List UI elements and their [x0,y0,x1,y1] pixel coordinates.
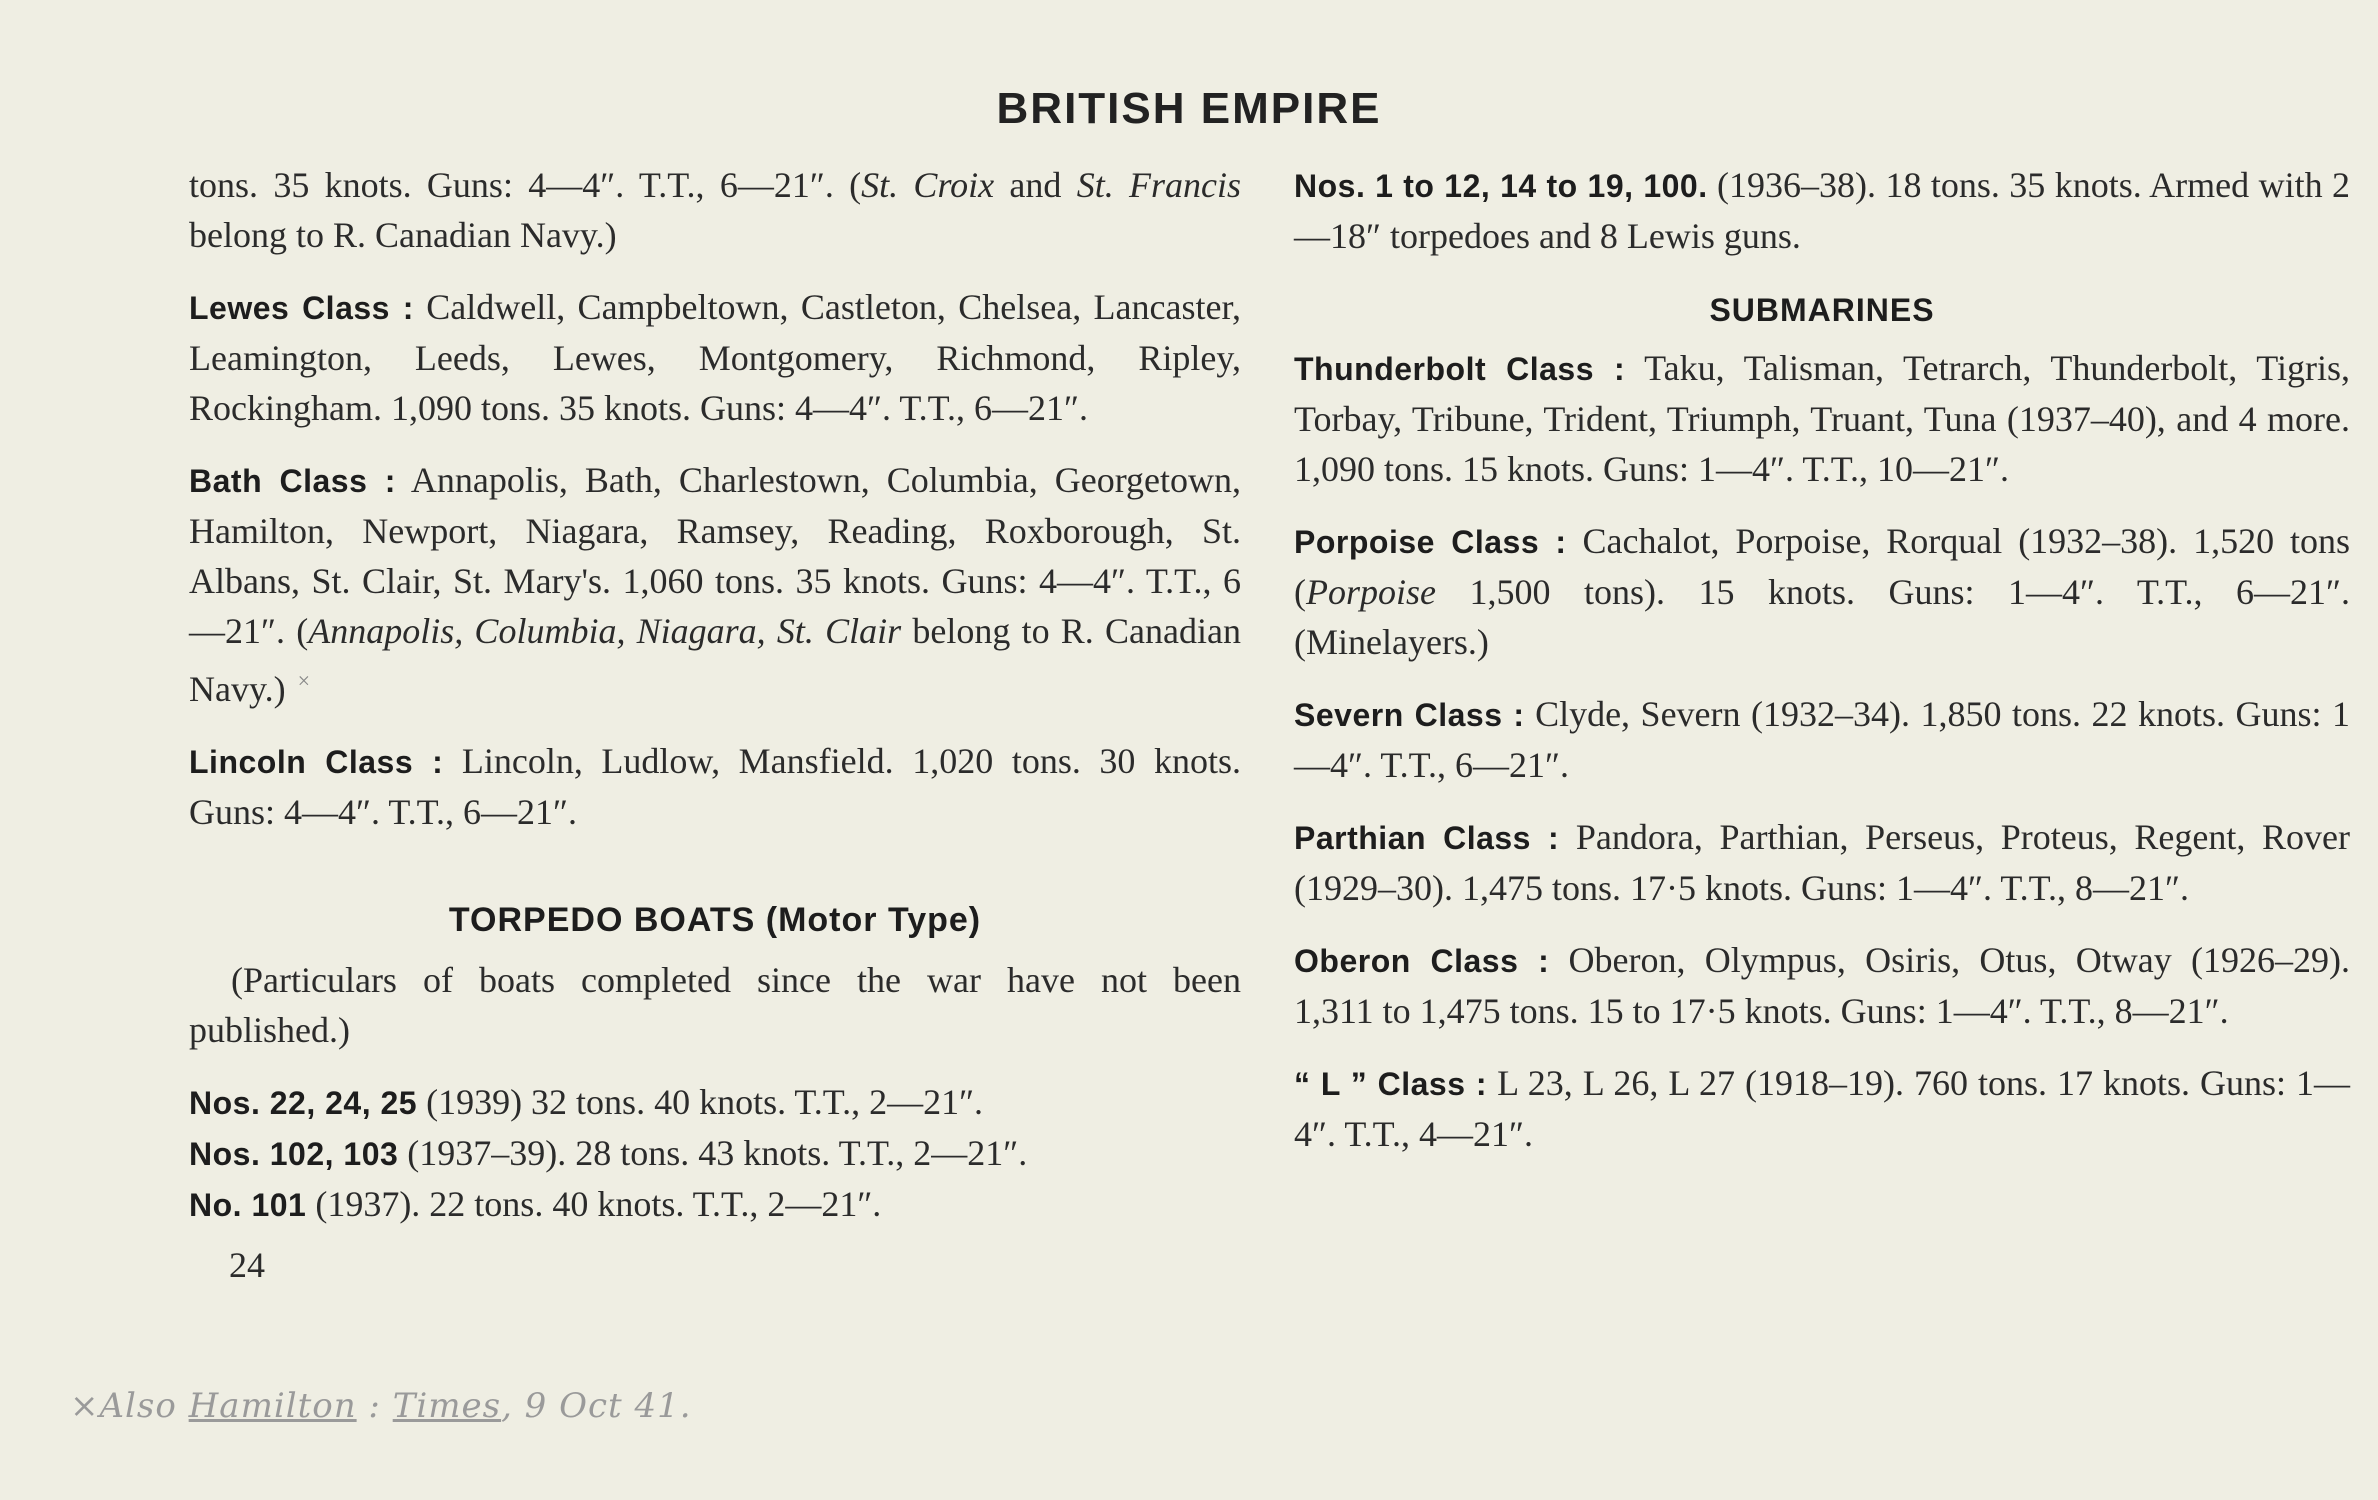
oberon-class-label: Oberon Class : [1294,943,1550,979]
motor-boats-label: Nos. 1 to 12, 14 to 19, 100. [1294,168,1708,204]
boat-entry: Nos. 22, 24, 25 (1939) 32 tons. 40 knots. T.T., 2—21″. [189,1082,984,1122]
thunderbolt-class-entry: Thunderbolt Class : Taku, Talisman, Tetrarch, Thunderbolt, Tigris, Torbay, Tribune, Trident, Triumph, Truant, Tuna (1937–40), and 4 more. 1,090 tons. 15 knots. Guns: 1—4″. T.T., 10—21″. [1294,348,2350,489]
lewes-class-entry: Lewes Class : Caldwell, Campbeltown, Castleton, Chelsea, Lancaster, Leamington, Leeds, Lewes, Montgomery, Richmond, Ripley, Rockingham. 1,090 tons. 35 knots. Guns: 4—4″. T.T., 6—21″. [189,287,1242,428]
severn-class-label: Severn Class : [1294,697,1525,733]
l-class-entry: “ L ” Class : L 23, L 26, L 27 (1918–19). 760 tons. 17 knots. Guns: 1—4″. T.T., 4—21″. [1294,1063,2351,1154]
thunderbolt-class-label: Thunderbolt Class : [1294,351,1626,387]
lewes-continuation-paragraph: tons. 35 knots. Guns: 4—4″. T.T., 6—21″. (St. Croix and St. Francis belong to R. Canadian Navy.) [189,165,1241,255]
page-number: 24 [229,1245,265,1285]
parthian-class-label: Parthian Class : [1294,820,1560,856]
oberon-class-entry: Oberon Class : Oberon, Olympus, Osiris, Otus, Otway (1926–29). 1,311 to 1,475 tons. 15 to 17·5 knots. Guns: 1—4″. T.T., 8—21″. [1294,940,2351,1031]
porpoise-class-entry: Porpoise Class : Cachalot, Porpoise, Rorqual (1932–38). 1,520 tons (Porpoise 1,500 tons). 15 knots. Guns: 1—4″. T.T., 6—21″. (Minelayers.) [1294,521,2351,662]
lincoln-class-entry: Lincoln Class : Lincoln, Ludlow, Mansfield. 1,020 tons. 30 knots. Guns: 4—4″. T.T., 6—21″. [189,741,1242,832]
page-title: BRITISH EMPIRE [996,84,1382,133]
bath-class-entry: Bath Class : Annapolis, Bath, Charlestown, Columbia, Georgetown, Hamilton, Newport, Niagara, Ramsey, Reading, Roxborough, St. Albans, St. Clair, St. Mary's. 1,060 tons. 35 knots. Guns: 4—4″. T.T., 6—21″. (Annapolis, Columbia, Niagara, St. Clair belong to R. Canadian Navy.) × [189,460,1242,709]
boat-entry: Nos. 102, 103 (1937–39). 28 tons. 43 knots. T.T., 2—21″. [189,1133,1028,1173]
submarines-heading: SUBMARINES [1709,292,1935,328]
boat-entry: No. 101 (1937). 22 tons. 40 knots. T.T., 2—21″. [189,1184,882,1224]
lewes-class-label: Lewes Class : [189,290,414,326]
torpedo-boats-heading: TORPEDO BOATS (Motor Type) [448,901,982,939]
left-column [189,160,1241,1290]
torpedo-boats-note: (Particulars of boats completed since the war have not been published.) [189,960,1241,1050]
parthian-class-entry: Parthian Class : Pandora, Parthian, Perseus, Proteus, Regent, Rover (1929–30). 1,475 tons. 17·5 knots. Guns: 1—4″. T.T., 8—21″. [1294,817,2351,908]
lincoln-class-label: Lincoln Class : [189,744,444,780]
bath-class-label: Bath Class : [189,463,396,499]
annotation-mark: × [297,668,311,693]
porpoise-class-label: Porpoise Class : [1294,524,1567,560]
severn-class-entry: Severn Class : Clyde, Severn (1932–34). 1,850 tons. 22 knots. Guns: 1—4″. T.T., 6—21″. [1294,694,2351,785]
handwritten-note: ×Also Hamilton : Times, 9 Oct 41. [70,1386,692,1426]
motor-boats-entry: Nos. 1 to 12, 14 to 19, 100. (1936–38). 18 tons. 35 knots. Armed with 2—18″ torpedoes and 8 Lewis guns. [1294,165,2351,256]
l-class-label: “ L ” Class : [1294,1066,1488,1102]
right-column [1294,160,2350,1181]
